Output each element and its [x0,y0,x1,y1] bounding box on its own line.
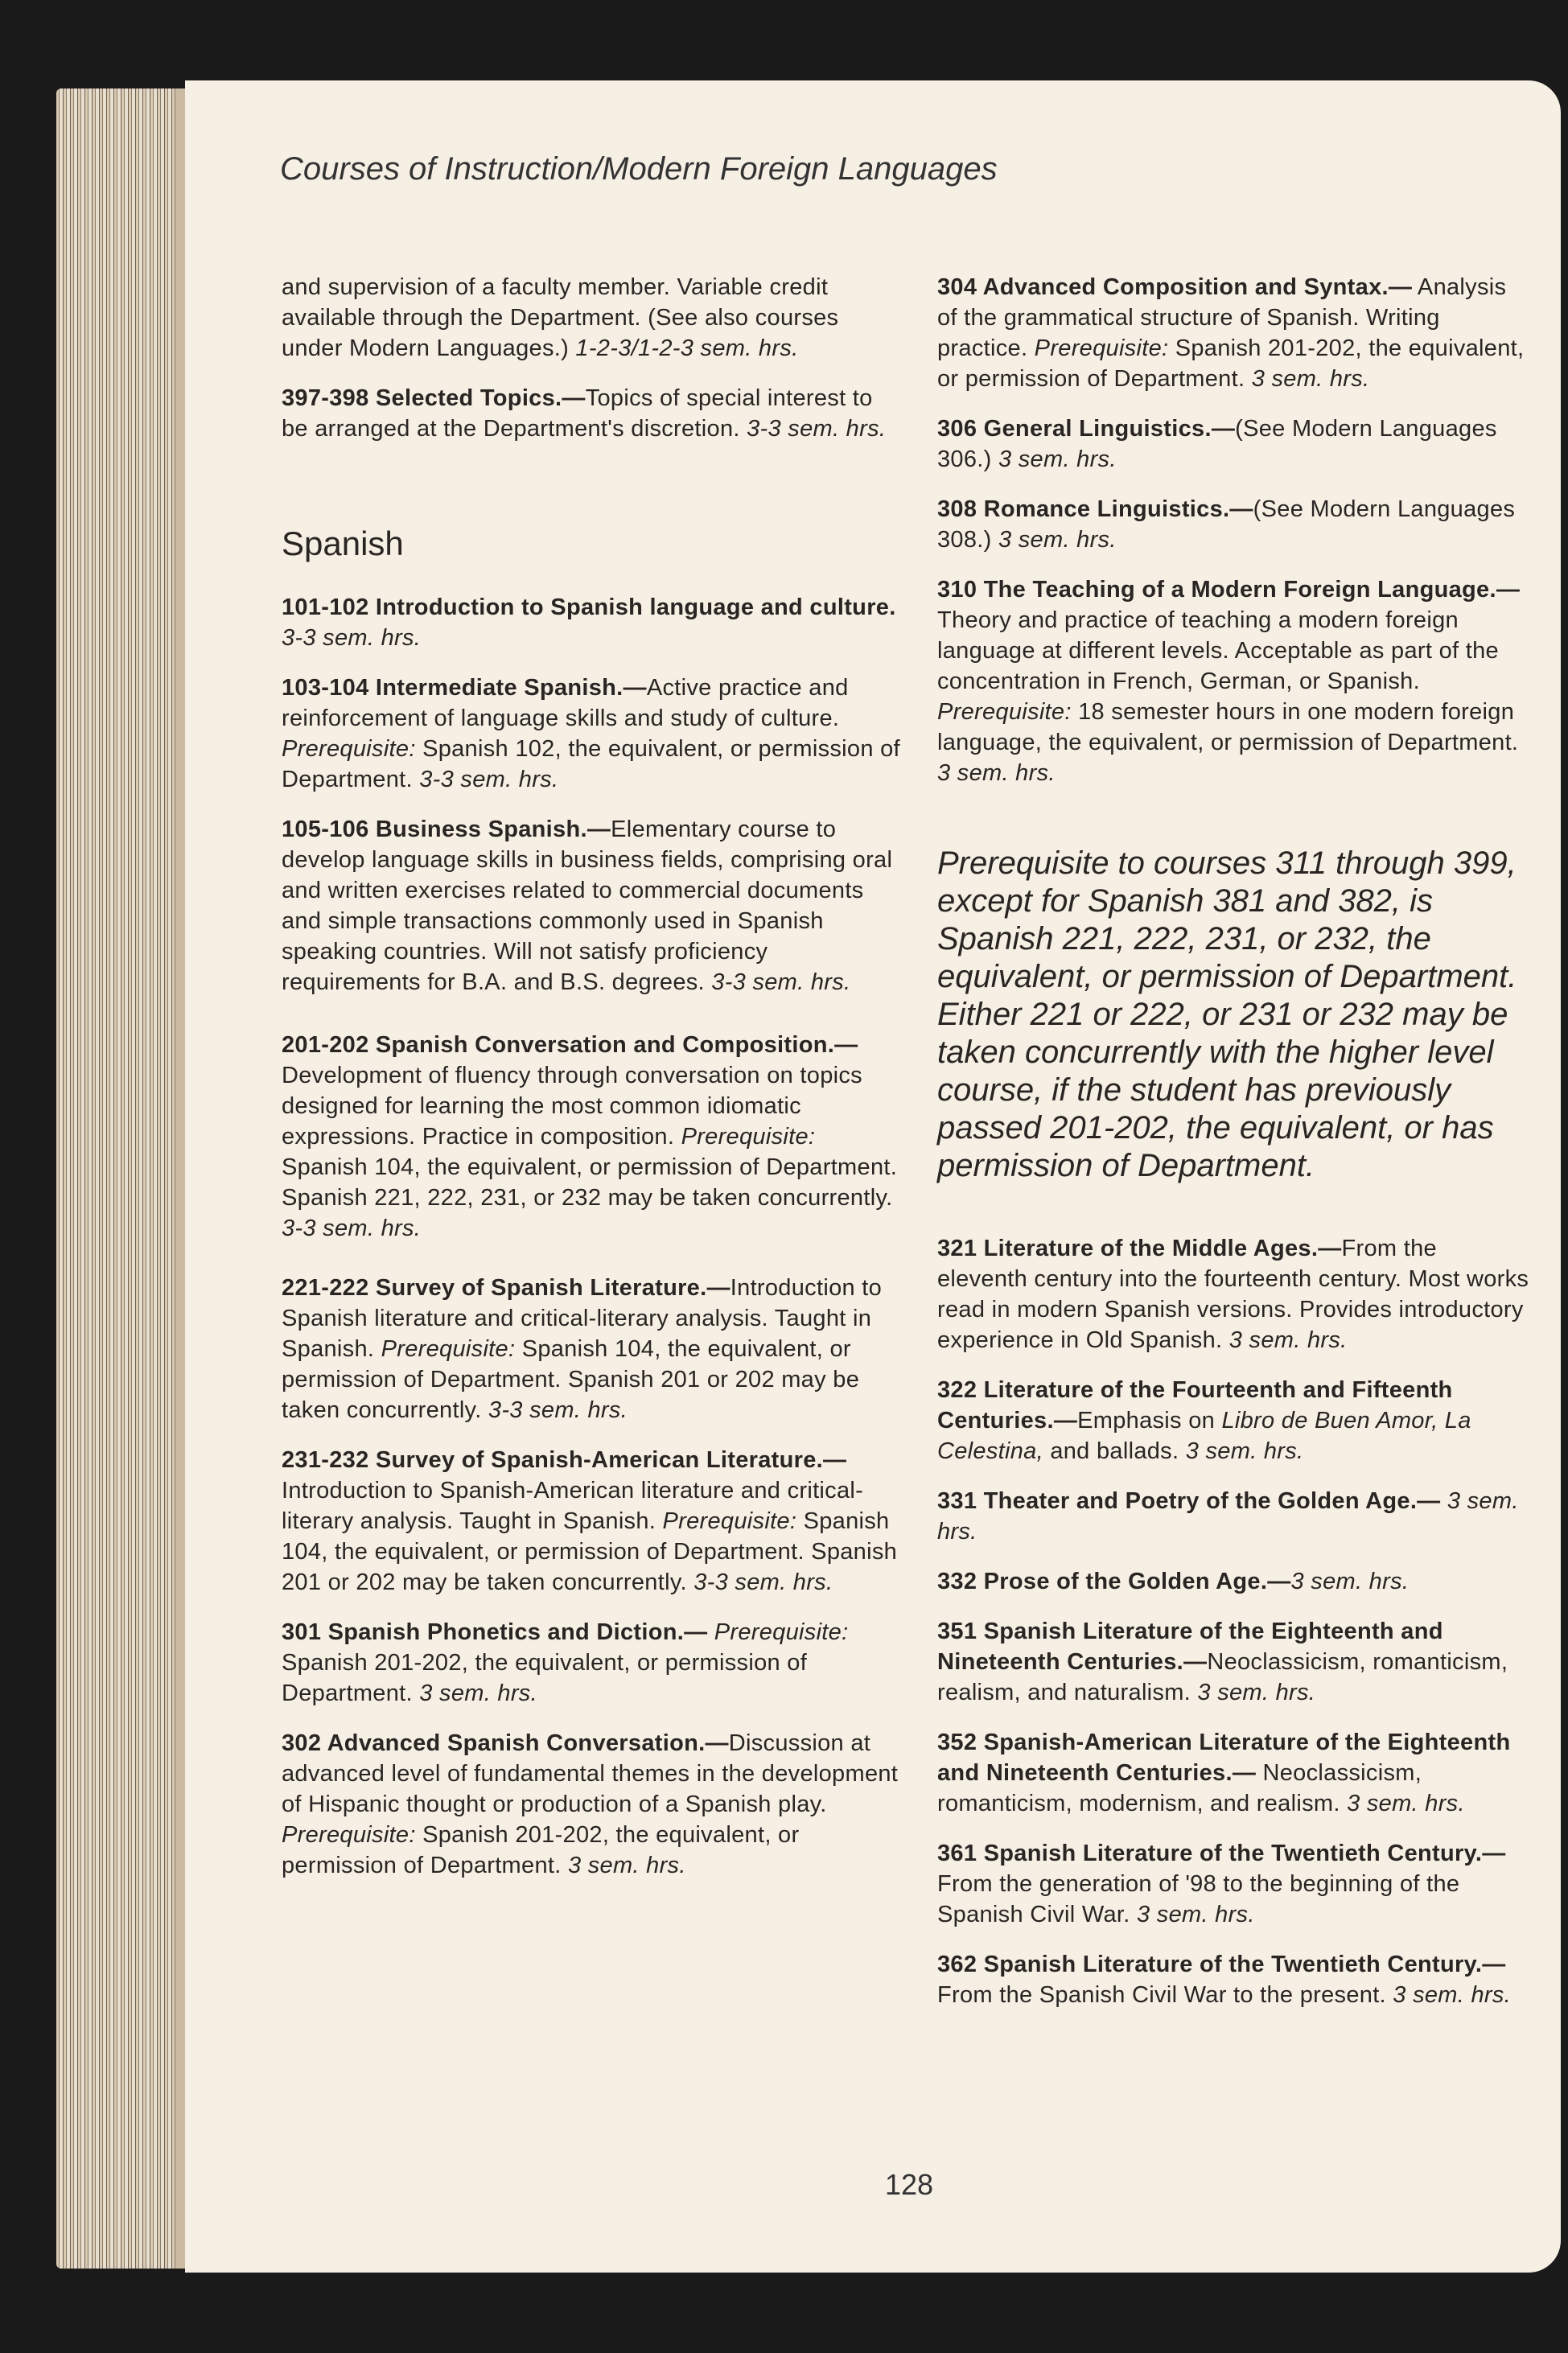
course-heading: 362 Spanish Literature of the Twentieth Century.— [937,1952,1506,1977]
course-credit: 3 sem. hrs. [1136,1902,1255,1927]
course-credit: 3-3 sem. hrs. [282,625,422,651]
page-edges [56,88,185,2269]
course-entry-201 [282,1030,901,1244]
course-credit: 3-3 sem. hrs. [747,416,887,442]
prerequisite-label: Prerequisite: [282,1822,416,1848]
course-body: Active practice and reinforcement of language skills and study of culture. [282,675,849,731]
course-body: and ballads. [1050,1438,1179,1464]
course-entry-302 [282,1728,901,1881]
course-credit: 3-3 sem. hrs. [711,969,851,995]
course-body: Development of fluency through conversation on topics designed for learning the most common idiomatic expressions. Practice in composition. [282,1063,862,1150]
course-credit: 3 sem. hrs. [998,446,1117,472]
prerequisite-text: Spanish 104, the equivalent, or permission of Department. Spanish 201 or 202 may be taken concurrently. [282,1508,898,1595]
course-body: Introduction to Spanish literature and critical-literary analysis. Taught in Spanish. [282,1275,883,1362]
course-heading: 302 Advanced Spanish Conversation.— [282,1730,729,1756]
course-credit: 3 sem. hrs. [1290,1569,1410,1594]
course-heading: 201-202 Spanish Conversation and Composition.— [282,1032,858,1058]
course-body: Analysis of the grammatical structure of Spanish. Writing practice. [937,274,1507,361]
course-entry-332 [937,1566,1533,1597]
course-entry-308 [937,494,1533,555]
course-body: Introduction to Spanish-American literature and critical-literary analysis. Taught in Spanish. [282,1478,864,1534]
prerequisite-label: Prerequisite: [937,699,1072,725]
course-credit: 3 sem. hrs. [1185,1438,1304,1464]
course-entry-322 [937,1375,1533,1467]
course-heading: 351 Spanish Literature of the Eighteenth and Nineteenth Centuries.— [937,1619,1443,1675]
course-heading: 310 The Teaching of a Modern Foreign Language.— [937,577,1521,603]
course-credit: 3 sem. hrs. [998,527,1117,553]
course-heading: 331 Theater and Poetry of the Golden Age.— [937,1488,1441,1514]
course-credit: 3 sem. hrs. [1347,1791,1465,1816]
course-entry-331 [937,1486,1533,1547]
course-credit: 1-2-3/1-2-3 sem. hrs. [575,335,799,361]
course-entry-301 [282,1617,901,1709]
course-credit: 3 sem. hrs. [1393,1982,1512,2008]
course-body: Theory and practice of teaching a modern foreign language at different levels. Acceptable as part of the concentration in French, German, or Spanish. [937,607,1499,694]
course-credit: 3 sem. hrs. [567,1853,686,1878]
course-credit: 3-3 sem. hrs. [282,1216,422,1241]
course-body: From the generation of '98 to the beginning of the Spanish Civil War. [937,1871,1460,1927]
course-credit: 3 sem. hrs. [419,1680,537,1706]
course-entry-310 [937,574,1533,788]
course-heading: 332 Prose of the Golden Age.— [937,1569,1291,1594]
course-body: Discussion at advanced level of fundamental themes in the development of Hispanic thought or production of a Spanish play. [282,1730,899,1817]
course-credit: 3 sem. hrs. [1228,1327,1348,1353]
course-entry-103 [282,673,901,795]
course-heading: 306 General Linguistics.— [937,416,1236,442]
work-titles: Libro de Buen Amor, La Celestina, [937,1408,1471,1464]
course-heading: 231-232 Survey of Spanish-American Literature.— [282,1447,847,1473]
course-heading: 101-102 Introduction to Spanish language and culture. [282,594,896,620]
page-number: 128 [885,2168,934,2201]
right-column [937,272,1533,2030]
course-heading: 105-106 Business Spanish.— [282,817,611,842]
course-entry-397 [282,383,901,444]
course-body: From the Spanish Civil War to the present. [937,1982,1386,2008]
prerequisite-text: 18 semester hours in one modern foreign language, the equivalent, or permission of Department. [937,699,1519,755]
prerequisite-label: Prerequisite: [714,1619,849,1645]
course-body: Elementary course to develop language skills in business fields, comprising oral and written exercises related to commercial documents and simple transactions commonly used in Spanish speaking countries. Will not satisfy proficiency requirements for B.A. and B.S. degrees. [282,817,893,995]
prerequisite-text: Spanish 201-202, the equivalent, or permission of Department. [282,1822,800,1878]
course-heading: 397-398 Selected Topics.— [282,385,586,411]
course-entry-105 [282,814,901,998]
prerequisite-label: Prerequisite: [381,1336,516,1362]
course-credit: 3-3 sem. hrs. [488,1397,628,1423]
course-body: Neoclassicism, romanticism, modernism, and realism. [937,1760,1422,1816]
course-entry-101 [282,592,901,653]
course-body: From the eleventh century into the fourteenth century. Most works read in modern Spanish versions. Provides introductory experience in Old Spanish. [937,1236,1529,1353]
course-heading: 308 Romance Linguistics.— [937,496,1253,522]
course-heading: 352 Spanish-American Literature of the Eighteenth and Nineteenth Centuries.— [937,1730,1511,1786]
prerequisite-note: Prerequisite to courses 311 through 399, except for Spanish 381 and 382, is Spanish 221, 222, 231, or 232, the equivalent, or permission of Department. Either 221 or 222, or 231 or 232 may be taken concurrently with the higher level course, if the student has previously passed 201-202, the equivalent, or has permission of Department. [937,845,1517,1183]
course-credit: 3-3 sem. hrs. [693,1569,833,1595]
course-entry-304 [937,272,1533,394]
prerequisite-label: Prerequisite: [282,736,416,762]
course-heading: 103-104 Intermediate Spanish.— [282,675,647,701]
course-heading: 221-222 Survey of Spanish Literature.— [282,1275,730,1301]
course-heading: 322 Literature of the Fourteenth and Fifteenth Centuries.— [937,1377,1453,1434]
course-body: (See Modern Languages 308.) [937,496,1516,553]
course-entry-362 [937,1949,1533,2010]
course-body: and supervision of a faculty member. Variable credit available through the Department. (See also courses under Modern Languages.) [282,274,839,361]
running-head: Courses of Instruction/Modern Foreign Languages [280,151,998,187]
course-credit: 3 sem. hrs. [937,760,1056,786]
prerequisite-text: Spanish 104, the equivalent, or permission of Department. Spanish 201 or 202 may be taken concurrently. [282,1336,860,1423]
course-credit: 3 sem. hrs. [937,1488,1519,1545]
course-entry-351 [937,1616,1533,1708]
prerequisite-label: Prerequisite: [662,1508,797,1534]
course-entry-321 [937,1233,1533,1355]
prerequisite-text: Spanish 104, the equivalent, or permission of Department. Spanish 221, 222, 231, or 232 may be taken concurrently. [282,1154,898,1211]
section-title: Spanish [282,524,404,562]
prerequisite-label: Prerequisite: [681,1124,816,1150]
course-entry-231 [282,1445,901,1598]
course-credit: 3-3 sem. hrs. [419,767,559,792]
course-entry-221 [282,1273,901,1425]
course-heading: 321 Literature of the Middle Ages.— [937,1236,1342,1261]
course-body: Emphasis on [1077,1408,1216,1434]
prerequisite-label: Prerequisite: [1034,335,1169,361]
prerequisite-text: Spanish 201-202, the equivalent, or permission of Department. [937,335,1525,392]
course-credit: 3 sem. hrs. [1197,1680,1316,1705]
course-body: (See Modern Languages 306.) [937,416,1497,472]
course-heading: 361 Spanish Literature of the Twentieth Century.— [937,1841,1506,1866]
course-heading: 304 Advanced Composition and Syntax.— [937,274,1413,300]
course-body: Neoclassicism, romanticism, realism, and naturalism. [937,1649,1508,1705]
prerequisite-text: Spanish 201-202, the equivalent, or permission of Department. [282,1650,808,1706]
course-entry-306 [937,413,1533,475]
course-entry-352 [937,1727,1533,1819]
course-entry-361 [937,1838,1533,1930]
course-credit: 3 sem. hrs. [1251,366,1370,392]
course-heading: 301 Spanish Phonetics and Diction.— [282,1619,708,1645]
course-entry-continued [282,272,901,364]
left-column [282,272,901,1900]
prerequisite-text: Spanish 102, the equivalent, or permission of Department. [282,736,900,792]
course-body: Topics of special interest to be arranged at the Department's discretion. [282,385,873,442]
